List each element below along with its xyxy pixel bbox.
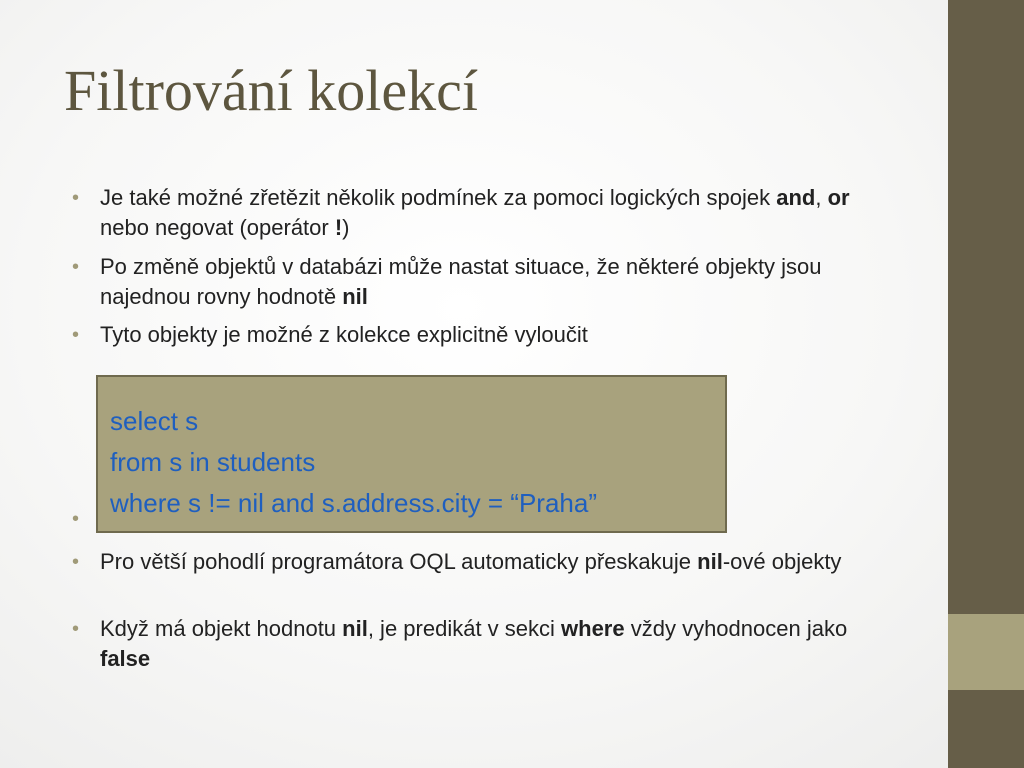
bullet-text xyxy=(100,252,902,312)
side-decoration-accent xyxy=(948,614,1024,690)
bold-keyword: false xyxy=(100,646,151,671)
bullet-item xyxy=(72,614,902,674)
bullet-item xyxy=(72,320,902,350)
bullet-icon: • xyxy=(72,618,80,640)
text-run: Tyto objekty je možné z kolekce explicitně vyloučit xyxy=(100,322,588,347)
bullet-item xyxy=(72,252,902,312)
text-run: nebo negovat (operátor xyxy=(100,215,335,240)
text-run: -ové objekty xyxy=(722,549,842,574)
text-run: vždy vyhodnocen jako xyxy=(624,616,848,641)
bullet-text xyxy=(100,614,902,674)
bold-keyword: ! xyxy=(334,215,343,240)
bullet-icon: • xyxy=(72,256,80,278)
bullet-text xyxy=(100,547,902,577)
bold-keyword: nil xyxy=(697,549,723,574)
bullet-icon: • xyxy=(72,187,80,209)
code-block xyxy=(96,375,727,533)
bold-keyword: where xyxy=(561,616,625,641)
bullet-item xyxy=(72,183,902,243)
bold-keyword: nil xyxy=(342,616,368,641)
text-run: , je predikát v sekci xyxy=(367,616,562,641)
bold-keyword: nil xyxy=(342,284,368,309)
bullet-text xyxy=(100,320,902,350)
code-line: where s != nil and s.address.city = “Praha” xyxy=(110,488,598,518)
bullet-icon: • xyxy=(72,508,80,530)
bold-keyword: and xyxy=(776,185,816,210)
slide-title: Filtrování kolekcí xyxy=(64,58,478,123)
bold-keyword: or xyxy=(827,185,850,210)
bullet-item xyxy=(72,547,902,577)
code-line: select s xyxy=(110,406,199,436)
bullet-icon: • xyxy=(72,324,80,346)
bullet-icon: • xyxy=(72,551,80,573)
text-run: Když má objekt hodnotu xyxy=(100,616,343,641)
text-run: Po změně objektů v databázi může nastat situace, že některé objekty jsou najednou rovny hodnotě xyxy=(100,254,822,309)
text-run: ) xyxy=(342,215,350,240)
text-run: , xyxy=(815,185,828,210)
bullet-text xyxy=(100,183,902,243)
text-run: Pro větší pohodlí programátora OQL automaticky přeskakuje xyxy=(100,549,698,574)
code-line: from s in students xyxy=(110,447,316,477)
text-run: Je také možné zřetězit několik podmínek za pomoci logických spojek xyxy=(100,185,777,210)
